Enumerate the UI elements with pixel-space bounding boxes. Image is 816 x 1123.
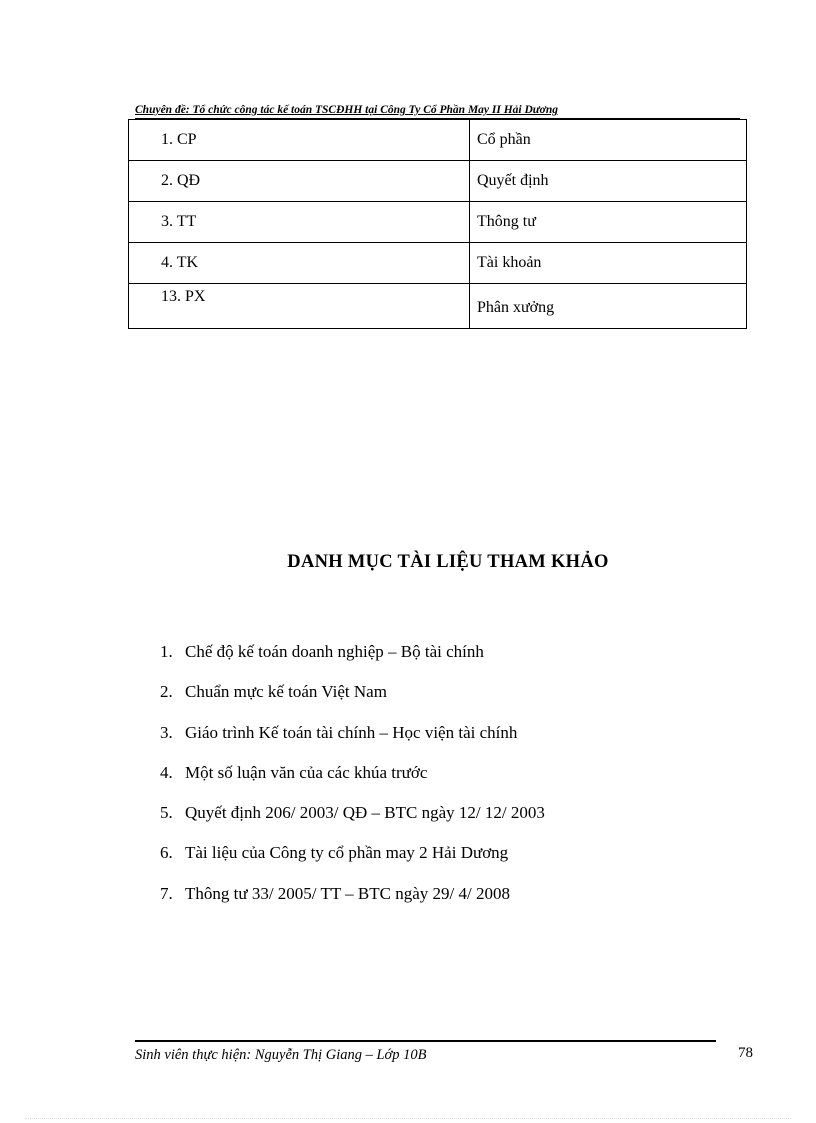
list-item-number: 4. <box>160 762 173 782</box>
list-item-number: 2. <box>160 682 173 702</box>
list-item <box>160 723 545 763</box>
list-item <box>160 763 545 803</box>
list-item <box>160 843 545 883</box>
list-item-number: 1. <box>160 642 173 661</box>
list-item-number: 6. <box>160 843 173 863</box>
list-item <box>160 682 545 722</box>
page-number: 78 <box>738 1045 753 1061</box>
running-header: Chuyên đề: Tổ chức công tác kế toán TSCĐHH tại Công Ty Cổ Phần May II Hải Dương <box>135 102 740 119</box>
abbreviation-meaning: Phân xưởng <box>470 284 747 329</box>
footer-author: Sinh viên thực hiện: Nguyễn Thị Giang – Lớp 10B <box>135 1047 427 1063</box>
table-row <box>129 120 747 161</box>
abbreviation-code: 13. PX <box>129 284 470 329</box>
abbreviation-table <box>128 119 747 329</box>
abbreviation-meaning: Quyết định <box>470 161 747 202</box>
abbreviation-code: 4. TK <box>129 243 470 284</box>
table-row <box>129 243 747 284</box>
list-item-text: Quyết định 206/ 2003/ QĐ – BTC ngày 12/ 12/ 2003 <box>185 803 545 823</box>
list-item-number: 5. <box>160 803 173 823</box>
list-item-number: 7. <box>160 883 173 903</box>
page-bottom-edge <box>25 1118 791 1119</box>
abbreviation-meaning: Cổ phần <box>470 120 747 161</box>
list-item-number: 3. <box>160 722 173 742</box>
list-item-text: Một số luận văn của các khúa trước <box>185 762 428 782</box>
list-item-text: Giáo trình Kế toán tài chính – Học viện tài chính <box>185 722 518 742</box>
abbreviation-code: 2. QĐ <box>129 161 470 202</box>
list-item-text: Thông tư 33/ 2005/ TT – BTC ngày 29/ 4/ 2008 <box>185 883 510 903</box>
reference-list <box>160 642 545 924</box>
list-item <box>160 642 545 682</box>
table-row <box>129 202 747 243</box>
list-item-text: Tài liệu của Công ty cổ phần may 2 Hải Dương <box>185 843 509 863</box>
list-item <box>160 884 545 924</box>
references-title: DANH MỤC TÀI LIỆU THAM KHẢO <box>287 552 609 572</box>
abbreviation-meaning: Thông tư <box>470 202 747 243</box>
abbreviation-code: 1. CP <box>129 120 470 161</box>
footer-divider <box>135 1040 716 1042</box>
list-item-text: Chuẩn mực kế toán Việt Nam <box>185 682 387 702</box>
abbreviation-meaning: Tài khoản <box>470 243 747 284</box>
table-row <box>129 284 747 329</box>
abbreviation-code: 3. TT <box>129 202 470 243</box>
list-item <box>160 803 545 843</box>
table-row <box>129 161 747 202</box>
list-item-text: Chế độ kế toán doanh nghiệp – Bộ tài chính <box>185 642 484 661</box>
